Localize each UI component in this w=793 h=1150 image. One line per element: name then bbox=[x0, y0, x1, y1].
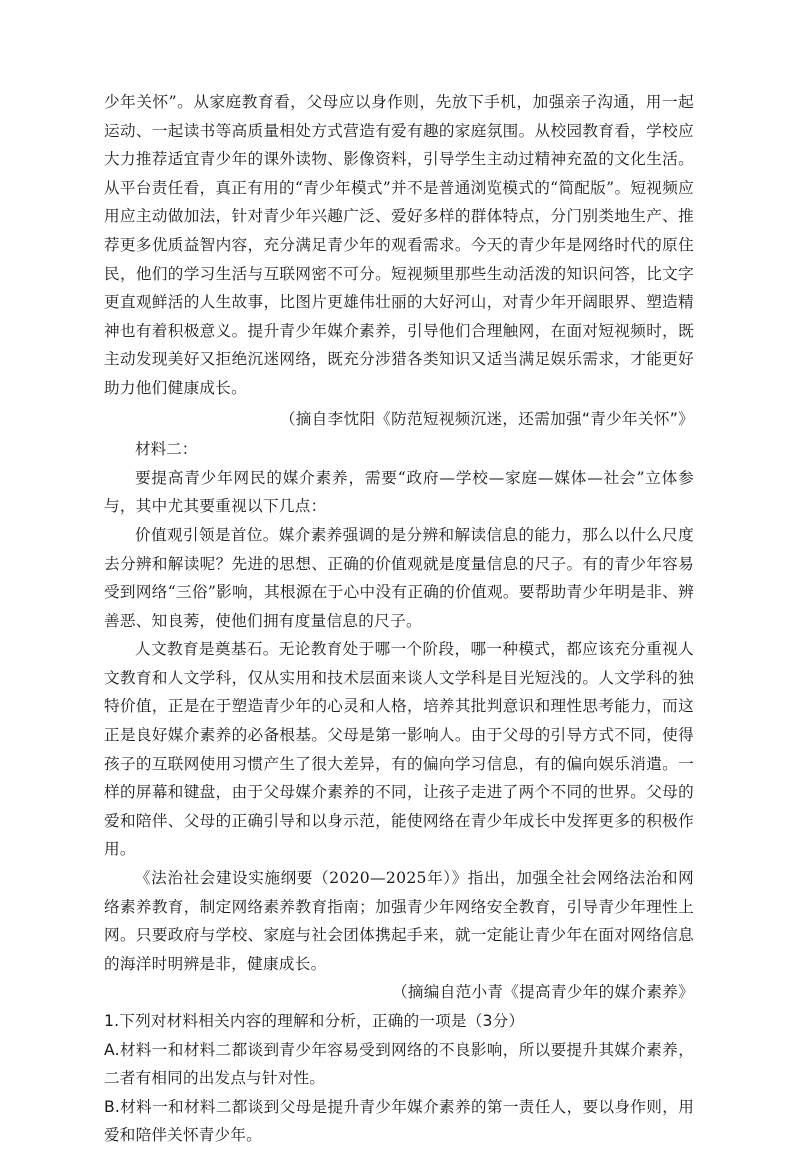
material2-label: 材料二： bbox=[135, 440, 198, 459]
material2-intro: 要提高青少年网民的媒介素养，需要“政府—学校—家庭—媒体—社会”立体参与，其中尤其要重视以下几点： bbox=[104, 468, 694, 516]
question1-option-b: B.材料一和材料二都谈到父母是提升青少年媒介素养的第一责任人，要以身作则，用爱和陪伴关怀青少年。 bbox=[104, 1097, 694, 1145]
material2-point1: 价值观引领是首位。媒介素养强调的是分辨和解读信息的能力，那么以什么尺度去分辨和解读呢？先进的思想、正确的价值观就是度量信息的尺子。有的青少年容易受到网络“三俗”影响，其根源在于心中没有正确的价值观。要帮助青少年明是非、辨善恶、知良莠，使他们拥有度量信息的尺子。 bbox=[104, 525, 694, 630]
material2-point2: 人文教育是奠基石。无论教育处于哪一个阶段，哪一种模式，都应该充分重视人文教育和人文学科，仅从实用和技术层面来谈人文学科是目光短浅的。人文学科的独特价值，正是在于塑造青少年的心灵和人格，培养其批判意识和理性思考能力，而这正是良好媒介素养的必备根基。父母是第一影响人。由于父母的引导方式不同，使得孩子的互联网使用习惯产生了很大差异，有的偏向学习信息，有的偏向娱乐消遣。一样的屏幕和键盘，由于父母媒介素养的不同，让孩子走进了两个不同的世界。父母的爱和陪伴、父母的正确引导和以身示范，能使网络在青少年成长中发挥更多的积极作用。 bbox=[104, 640, 694, 859]
question1-stem: 1.下列对材料相关内容的理解和分析，正确的一项是（3分） bbox=[104, 1012, 525, 1030]
material2-source: （摘编自范小青《提高青少年的媒介素养》 bbox=[392, 983, 694, 1002]
document-content bbox=[104, 88, 694, 1150]
material1-source: （摘自李忱阳《防范短视频沉迷，还需加强“青少年关怀”》 bbox=[279, 409, 694, 428]
material1-paragraph: 少年关怀”。从家庭教育看，父母应以身作则，先放下手机，加强亲子沟通，用一起运动、一起读书等高质量相处方式营造有爱有趣的家庭氛围。从校园教育看，学校应大力推荐适宜青少年的课外读物、影像资料，引导学生主动过精神充盈的文化生活。从平台责任看，真正有用的“青少年模式”并不是普通浏览模式的“简配版”。短视频应用应主动做加法，针对青少年兴趣广泛、爱好多样的群体特点，分门别类地生产、推荐更多优质益智内容，充分满足青少年的观看需求。今天的青少年是网络时代的原住民，他们的学习生活与互联网密不可分。短视频里那些生动活泼的知识问答，比文字更直观鲜活的人生故事，比图片更雄伟壮丽的大好河山，对青少年开阔眼界、塑造精神也有着积极意义。提升青少年媒介素养，引导他们合理触网，在面对短视频时，既主动发现美好又拒绝沉迷网络，既充分涉猎各类知识又适当满足娱乐需求，才能更好助力他们健康成长。 bbox=[104, 93, 694, 397]
material2-point3: 《法治社会建设实施纲要（2020—2025年）》指出，加强全社会网络法治和网络素养教育，制定网络素养教育指南；加强青少年网络安全教育，引导青少年理性上网。只要政府与学校、家庭与社会团体携起手来，就一定能让青少年在面对网络信息的海洋时明辨是非，健康成长。 bbox=[104, 869, 694, 973]
question1-option-a: A.材料一和材料二都谈到青少年容易受到网络的不良影响，所以要提升其媒介素养，二者有相同的出发点与针对性。 bbox=[104, 1040, 694, 1088]
